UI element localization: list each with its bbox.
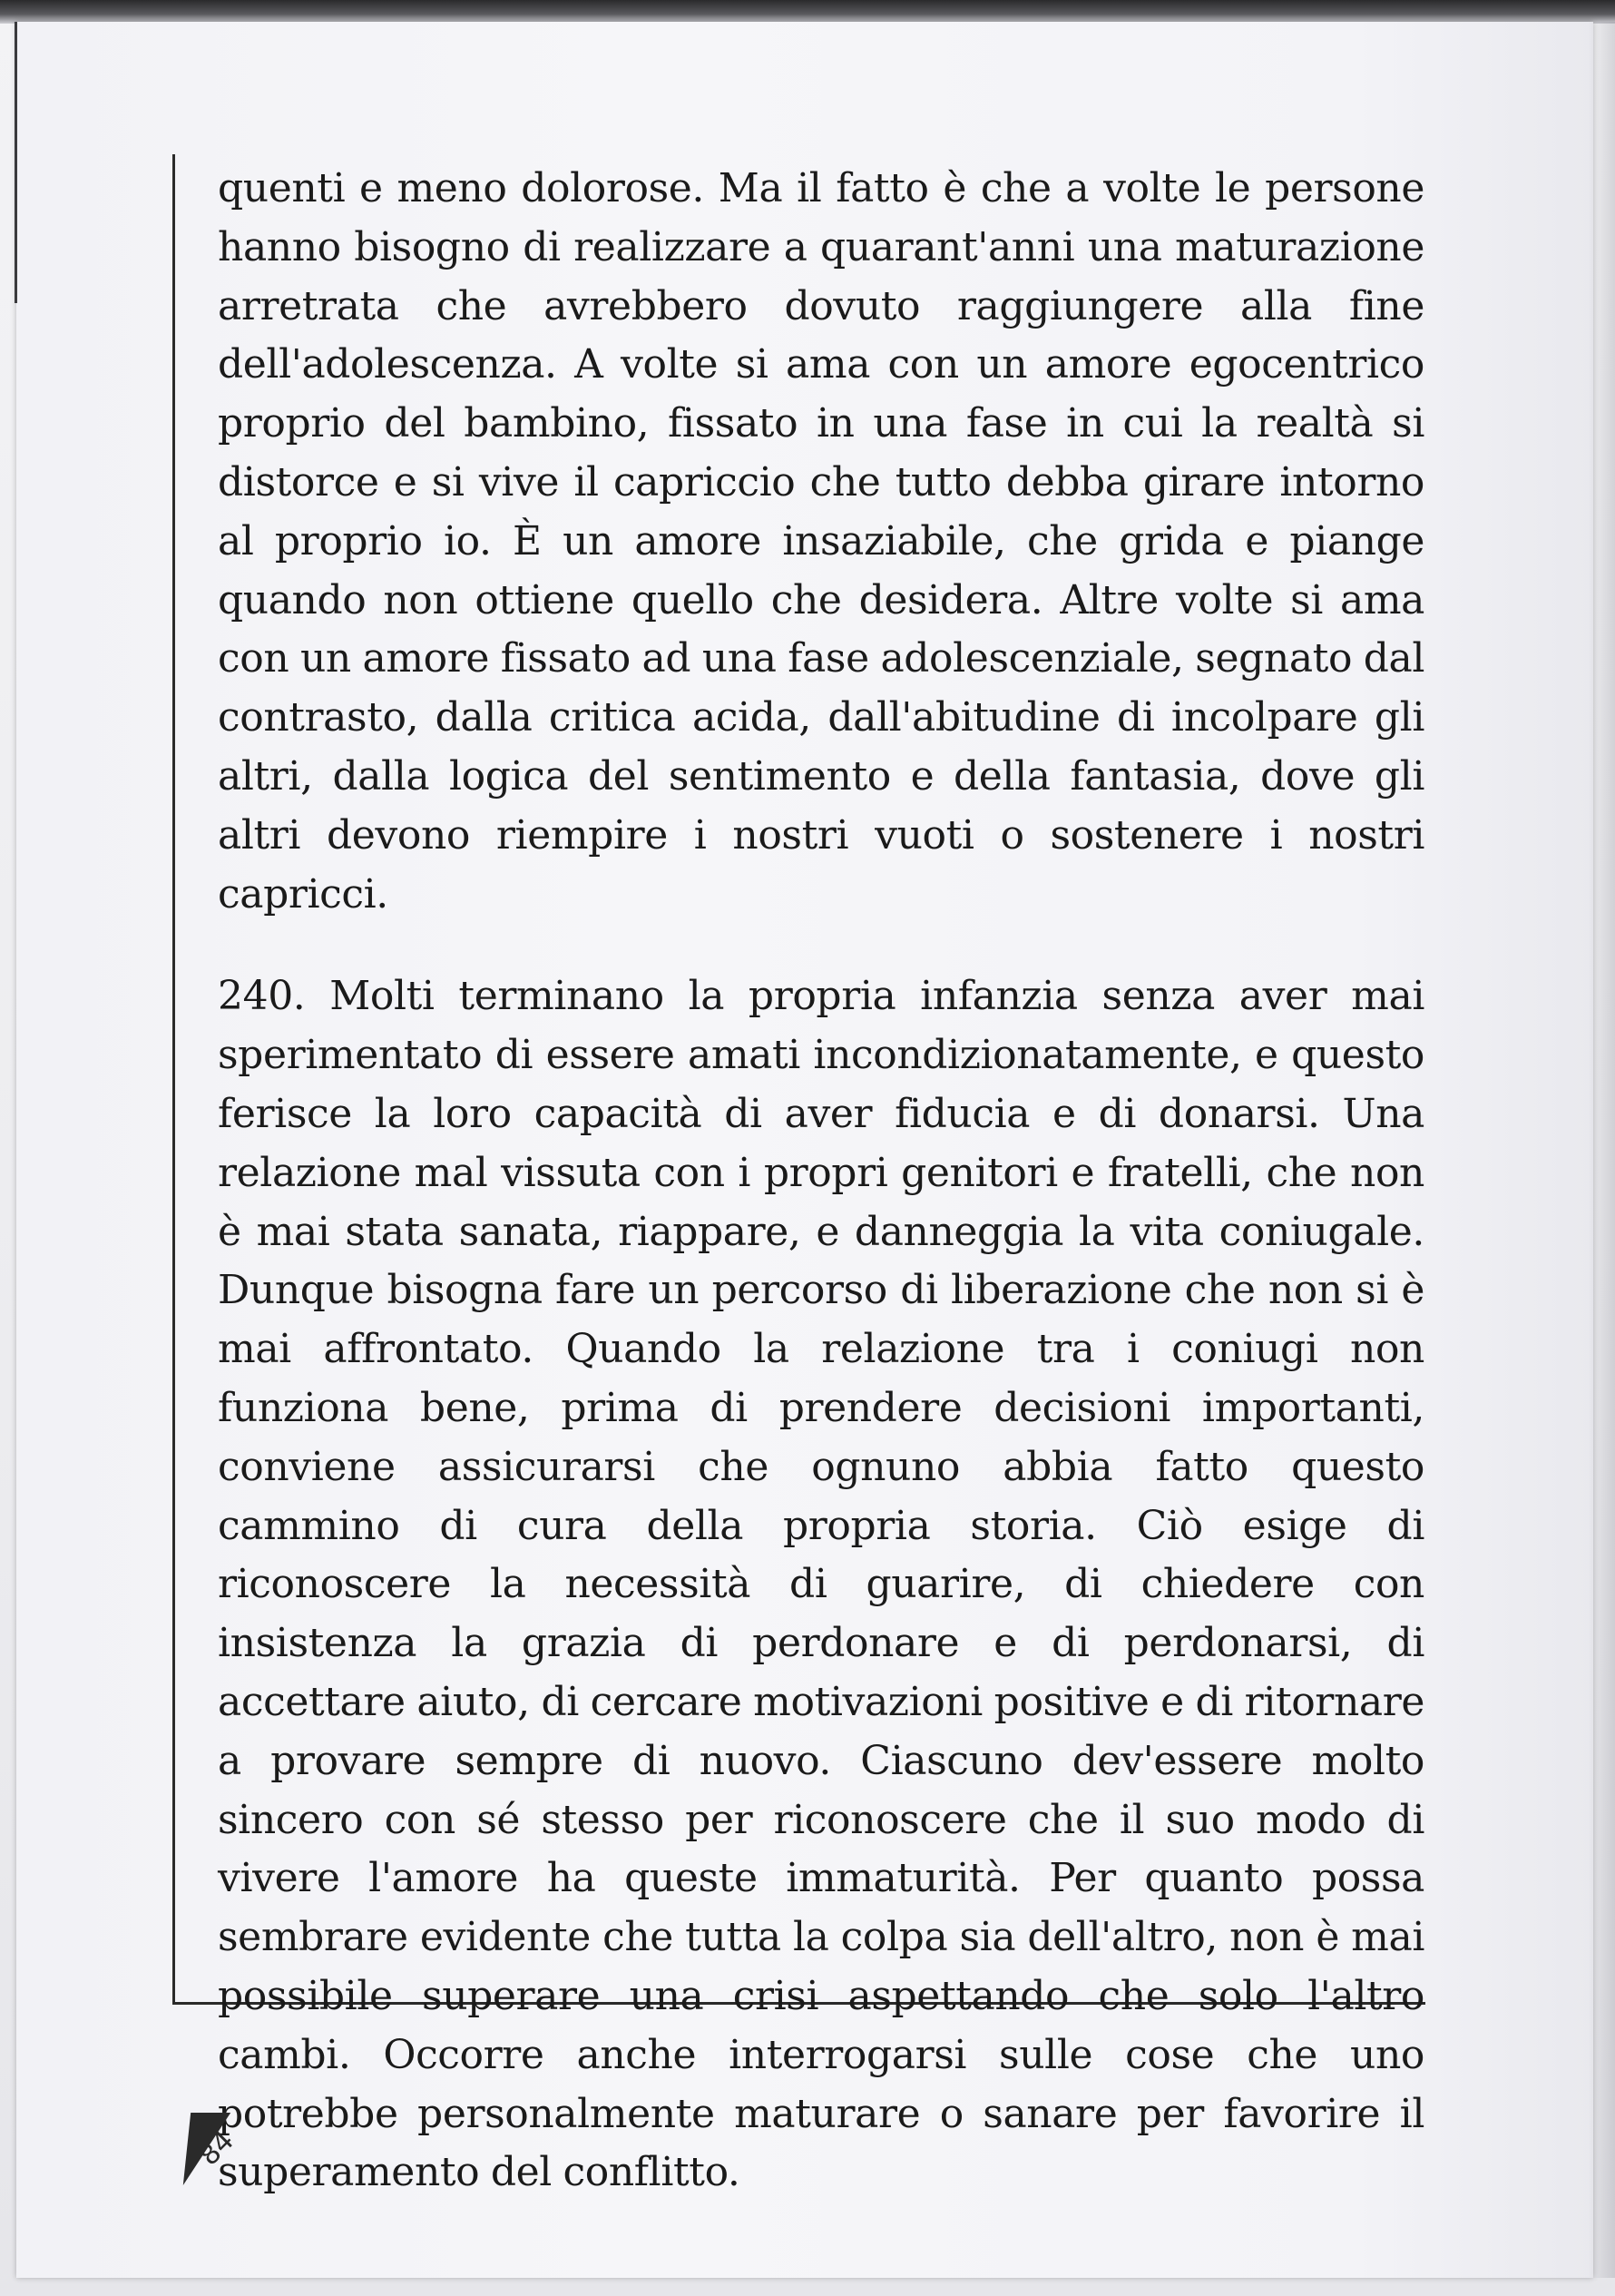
page-right-shadow <box>1588 22 1615 2278</box>
page-top-edge <box>0 0 1615 24</box>
spine-line <box>15 22 17 303</box>
body-text <box>218 160 1424 2203</box>
paragraph-continuation: quenti e meno dolorose. Ma il fatto è che a volte le persone hanno bisogno di realizzare a quarant'anni una maturazione arretrata che avrebbero dovuto raggiungere alla fine dell'adolescenza. A volte si ama con un amore egocentrico proprio del bambino, fissato in una fase in cui la realtà si distorce e si vive il capriccio che tutto debba girare intorno al proprio io. È un amore insaziabile, che grida e piange quando non ottiene quello che desidera. Altre volte si ama con un amore fissato ad una fase adolescenziale, segnato dal contrasto, dalla critica acida, dall'abitudine di incolpare gli altri, dalla logica del sentimento e della fantasia, dove gli altri devono riempire i nostri vuoti o sostenere i nostri capricci. <box>218 165 1424 917</box>
page-number: 84 <box>193 2124 240 2173</box>
paragraph-240: 240. Molti terminano la propria infanzia senza aver mai sperimentato di essere amati incondizionatamente, e questo ferisce la loro capacità di aver fiducia e di donarsi. Una relazione mal vissuta con i propri genitori e fratelli, che non è mai stata sanata, riappare, e danneggia la vita coniugale. Dunque bisogna fare un percorso di liberazione che non si è mai affrontato. Quando la relazione tra i coniugi non funziona bene, prima di prendere decisioni importanti, conviene assicurarsi che ognuno abbia fatto questo cammino di cura della propria storia. Ciò esige di riconoscere la necessità di guarire, di chiedere con insistenza la grazia di perdonare e di perdonarsi, di accettare aiuto, di cercare motivazioni positive e di ritornare a provare sempre di nuovo. Ciascuno dev'essere molto sincero con sé stesso per riconoscere che il suo modo di vivere l'amore ha queste immaturità. Per quanto possa sembrare evidente che tutta la colpa sia dell'altro, non è mai possibile superare una crisi aspettando che solo l'altro cambi. Occorre anche interrogarsi sulle cose che uno potrebbe personalmente maturare o sanare per favorire il superamento del conflitto. <box>218 973 1424 2196</box>
